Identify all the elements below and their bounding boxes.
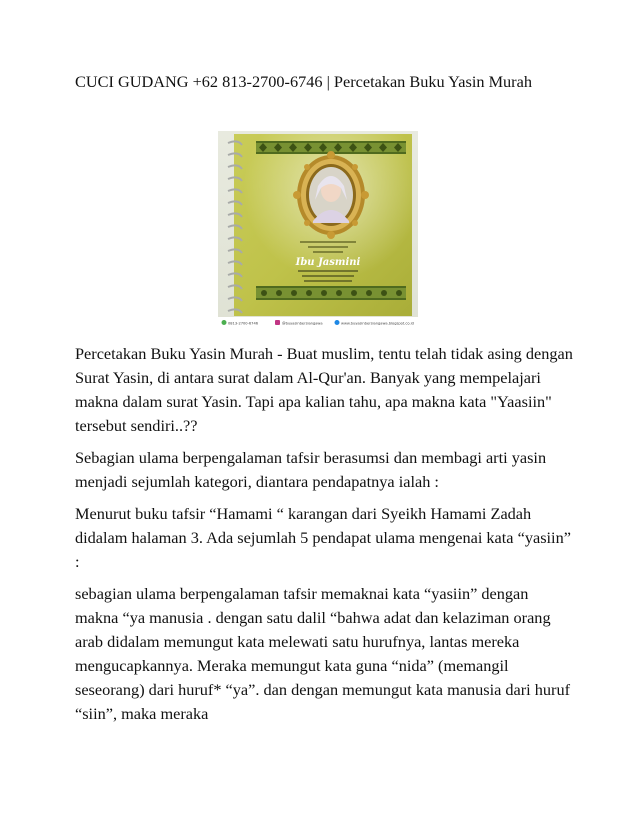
paragraph-2: Sebagian ulama berpengalaman tafsir berasumsi dan membagi arti yasin menjadi sejumlah kategori, diantara pendapatnya ialah : (75, 448, 547, 491)
document-body (75, 342, 575, 734)
footer-handle: @buyasinbersiangawa (282, 321, 323, 326)
paragraph-3: Menurut buku tafsir “Hamami “ karangan dari Syeikh Hamami Zadah didalam halaman 3. Ada sejumlah 5 pendapat ulama mengenai kata “yasiin” : (75, 504, 571, 571)
cover-name-text: Ibu Jasmini (295, 257, 361, 268)
footer-url: www.buyasinbersiangawa.blogspot.co.id (341, 321, 414, 326)
paragraph-4: sebagian ulama berpengalaman tafsir memaknai kata “yasiin” dengan makna “ya manusia . dengan satu dalil “bahwa adat dan kelaziman orang arab didalam memungut kata melewati satu hurufnya, lantas mereka mengucapkannya. Meraka memungut kata guna “nida” (memangil seseorang) dari huruf* “ya”. dan dengan memungut kata manusia dari huruf “siin”, maka meraka (75, 584, 571, 723)
book-cover-illustration (218, 131, 418, 328)
instagram-icon (275, 320, 280, 325)
footer-phone: 0813-2700-6746 (228, 321, 259, 326)
globe-icon (335, 320, 340, 325)
document-title: CUCI GUDANG +62 813-2700-6746 | Percetakan Buku Yasin Murah (75, 72, 532, 91)
whatsapp-icon (222, 320, 227, 325)
book-cover-photo (218, 131, 418, 328)
paragraph-1: Percetakan Buku Yasin Murah - Buat muslim, tentu telah tidak asing dengan Surat Yasin, di antara surat dalam Al-Qur'an. Banyak yang mempelajari makna dalam surat Yasin. Tapi apa kalian tahu, apa makna kata "Yaasiin" tersebut sendiri..?? (75, 344, 573, 435)
